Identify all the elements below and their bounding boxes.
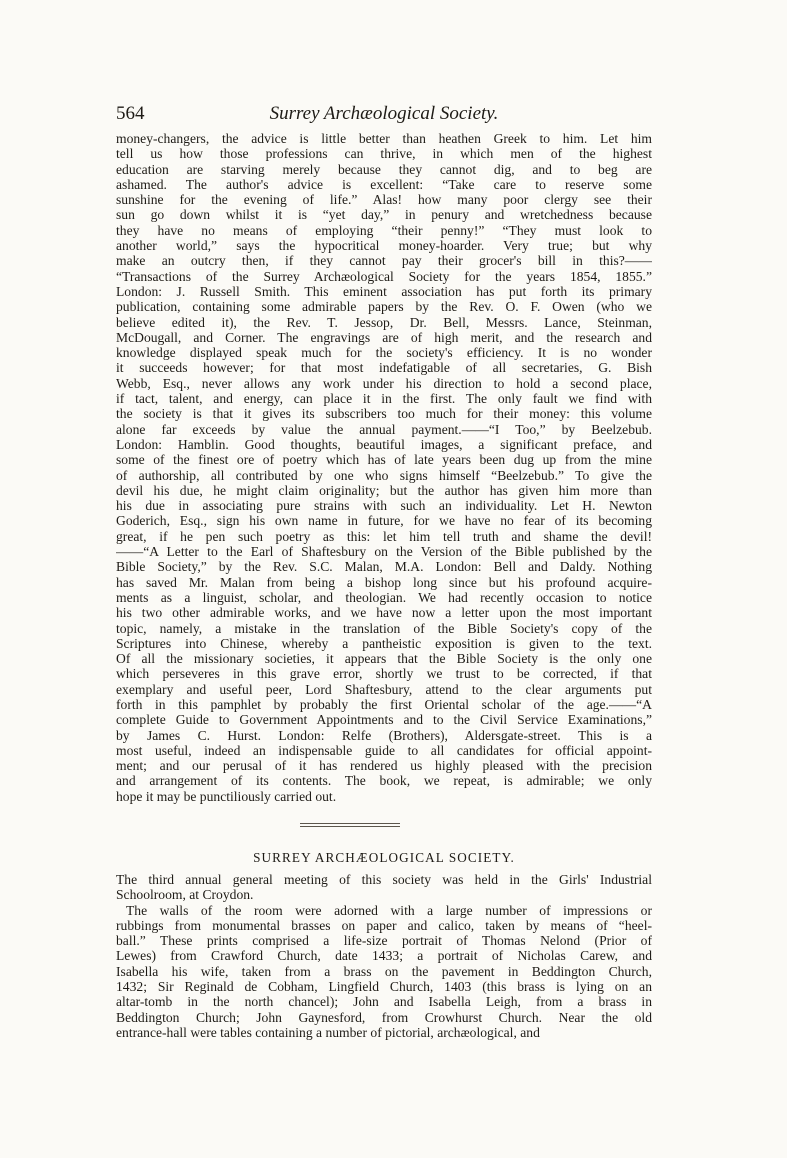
text-line: Schoolroom, at Croydon. xyxy=(116,887,254,903)
text-line: Bible Society,” by the Rev. S.C. Malan, M.A. London: Bell and Daldy. Nothing xyxy=(116,559,652,575)
text-line: great, if he pen such poetry as this: let him tell truth and shame the devil! xyxy=(116,528,652,544)
text-line: forth in this pamphlet by probably the first Oriental scholar of the age.——“A xyxy=(116,696,652,712)
text-line: education are starving merely because they cannot dig, and to beg are xyxy=(116,161,652,177)
text-line: tell us how those professions can thrive, in which men of the highest xyxy=(116,146,652,162)
text-line: McDougall, and Corner. The engravings are of high merit, and the research and xyxy=(116,329,652,345)
text-line: which perseveres in this grave error, shortly we trust to be corrected, if that xyxy=(116,666,652,682)
text-line: hope it may be punctiliously carried out. xyxy=(116,788,337,804)
text-line: The walls of the room were adorned with a large number of impressions or xyxy=(126,902,652,918)
text-line: exemplary and useful peer, Lord Shaftesbury, attend to the clear arguments put xyxy=(116,681,652,697)
text-line: ments as a linguist, scholar, and theologian. We had recently occasion to notice xyxy=(116,589,652,605)
section-title: SURREY ARCHÆOLOGICAL SOCIETY. xyxy=(253,850,515,865)
page-number: 564 xyxy=(116,103,145,124)
text-line: ball.” These prints comprised a life-size portrait of Thomas Nelond (Prior of xyxy=(116,933,652,949)
text-line: devil his due, he might claim originality; but the author has given him more than xyxy=(116,482,652,498)
text-line: most useful, indeed an indispensable guide to all candidates for official appoint- xyxy=(116,742,652,758)
running-title: Surrey Archæological Society. xyxy=(269,103,499,124)
text-line: alone far exceeds by value the annual payment.——“I Too,” by Beelzebub. xyxy=(116,421,652,437)
section-text xyxy=(116,872,652,1040)
text-line: of authorship, all contributed by one who signs himself “Beelzebub.” To give the xyxy=(116,467,652,483)
text-line: and arrangement of its contents. The book, we repeat, is admirable; we only xyxy=(116,773,652,789)
text-line: has saved Mr. Malan from being a bishop long since but his profound acquire- xyxy=(116,574,652,590)
text-line: The third annual general meeting of this society was held in the Girls' Industrial xyxy=(116,872,652,887)
text-line: they have no means of employing “their penny!” “They must look to xyxy=(116,222,652,238)
text-line: his two other admirable works, and we have now a letter upon the most important xyxy=(116,605,652,621)
text-line: some of the finest ore of poetry which has of late years been dug up from the mine xyxy=(116,452,652,468)
text-line: Of all the missionary societies, it appears that the Bible Society is the only one xyxy=(116,651,652,667)
review-text xyxy=(116,131,652,804)
text-line: sunshine for the evening of life.” Alas! how many poor clergy see their xyxy=(116,192,652,208)
text-line: “Transactions of the Surrey Archæological Society for the years 1854, 1855.” xyxy=(116,268,652,284)
text-line: entrance-hall were tables containing a number of pictorial, archæological, and xyxy=(116,1024,540,1040)
text-line: sun go down whilst it is “yet day,” in penury and wretchedness because xyxy=(116,207,652,223)
text-line: knowledge displayed speak much for the society's efficiency. It is no wonder xyxy=(116,345,652,361)
page-header xyxy=(116,103,652,127)
text-line: Lewes) from Crawford Church, date 1433; a portrait of Nicholas Carew, and xyxy=(116,948,652,964)
text-line: believe edited it), the Rev. T. Jessop, Dr. Bell, Messrs. Lance, Steinman, xyxy=(116,314,652,330)
text-line: money-changers, the advice is little better than heathen Greek to him. Let him xyxy=(116,131,652,146)
text-line: Beddington Church; John Gaynesford, from Crowhurst Church. Near the old xyxy=(116,1009,652,1025)
text-line: London: Hamblin. Good thoughts, beautiful images, a significant preface, and xyxy=(116,436,652,452)
text-line: publication, containing some admirable papers by the Rev. O. F. Owen (who we xyxy=(116,299,652,315)
text-line: topic, namely, a mistake in the translation of the Bible Society's copy of the xyxy=(116,620,652,636)
text-line: ashamed. The author's advice is excellent: “Take care to reserve some xyxy=(116,176,652,192)
section-divider xyxy=(300,823,400,829)
text-line: by James C. Hurst. London: Relfe (Brothers), Aldersgate-street. This is a xyxy=(116,727,652,743)
text-line: Isabella his wife, taken from a brass on the pavement in Beddington Church, xyxy=(116,963,652,979)
text-line: if tact, talent, and energy, can place it in the first. The only fault we find with xyxy=(116,391,652,407)
text-line: Webb, Esq., never allows any work under his direction to hold a second place, xyxy=(116,375,652,391)
text-line: Scriptures into Chinese, whereby a pantheistic exposition is given to the text. xyxy=(116,635,652,651)
text-line: complete Guide to Government Appointments and to the Civil Service Examinations,” xyxy=(116,712,652,728)
text-line: 1432; Sir Reginald de Cobham, Lingfield Church, 1403 (this brass is lying on an xyxy=(116,979,652,995)
text-line: altar-tomb in the north chancel); John and Isabella Leigh, from a brass in xyxy=(116,994,652,1010)
text-line: the society is that it gives its subscribers too much for their money: this volume xyxy=(116,406,652,422)
text-line: ment; and our perusal of it has rendered us highly pleased with the precision xyxy=(116,758,652,774)
text-line: Goderich, Esq., sign his own name in future, for we have no fear of its becoming xyxy=(116,513,652,529)
text-line: make an outcry then, if they cannot pay their grocer's bill in this?—— xyxy=(116,253,652,269)
text-line: ——“A Letter to the Earl of Shaftesbury on the Version of the Bible published by the xyxy=(116,544,652,560)
text-line: it succeeds however; for that most indefatigable of all secretaries, G. Bish xyxy=(116,360,652,376)
text-line: another world,” says the hypocritical money-hoarder. Very true; but why xyxy=(116,238,652,254)
text-line: his due in associating pure strains with such an individuality. Let H. Newton xyxy=(116,498,652,514)
text-line: London: J. Russell Smith. This eminent association has put forth its primary xyxy=(116,283,652,299)
text-line: rubbings from monumental brasses on paper and calico, taken by means of “heel- xyxy=(116,917,652,933)
